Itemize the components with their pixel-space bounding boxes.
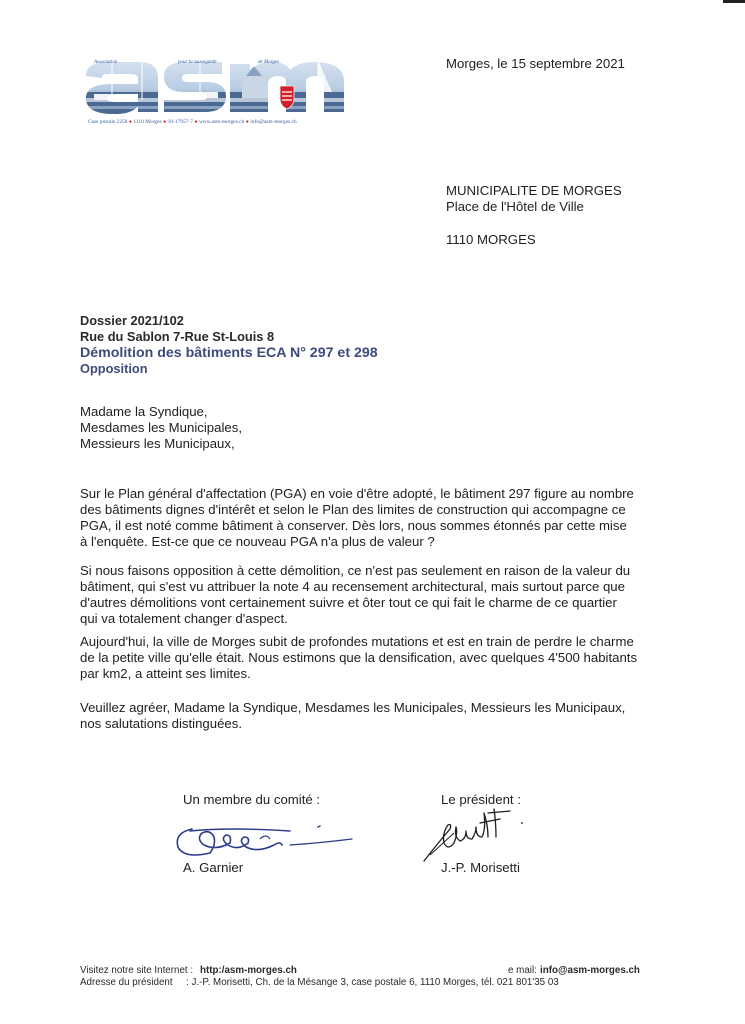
footer-email-label: e mail: [508,965,537,976]
paragraph-line: Sur le Plan général d'affectation (PGA) en voie d'être adopté, le bâtiment 297 figure au nombre [80,486,634,501]
morisetti-signature [418,803,528,865]
president-name: J.-P. Morisetti [441,860,520,875]
paragraph-line: Veuillez agréer, Madame la Syndique, Mesdames les Municipales, Messieurs les Municipaux, [80,700,626,715]
logo-contact-case: Case postale 2258 [88,119,128,125]
recipient-line-2: Place de l'Hôtel de Ville [446,199,584,214]
garnier-signature [170,815,360,865]
greeting-line-3: Messieurs les Municipaux, [80,436,235,451]
separator-dot-icon: ● [163,119,167,125]
greeting-line-2: Mesdames les Municipales, [80,420,242,435]
logo-taglines [82,60,350,70]
member-signature-label: Un membre du comité : [183,792,321,807]
logo-tagline-left: Association [94,60,118,65]
footer-site-url[interactable]: http:/asm-morges.ch [200,965,297,976]
paragraph-line: des bâtiments dignes d'intérêt et selon le Plan des limites de construction qui accompagne ce [80,502,626,517]
subject-title: Démolition des bâtiments ECA N° 297 et 298 [80,345,378,361]
letter-date: Morges, le 15 septembre 2021 [446,56,625,71]
subject-type: Opposition [80,361,148,376]
scan-edge-mark [723,0,745,3]
paragraph-line: par km2, a atteint ses limites. [80,666,251,681]
paragraph-line: Si nous faisons opposition à cette démolition, ce n'est pas seulement en raison de la valeur du [80,563,631,578]
president-signature-label: Le président : [441,792,521,807]
paragraph-line: qui va totalement changer d'aspect. [80,611,288,626]
paragraph-line: d'autres démolitions vont certainement suivre et ôter tout ce qui fait le charme de ce quartier [80,595,617,610]
logo-tagline-right: de Morges [258,60,280,65]
member-name: A. Garnier [183,860,244,875]
recipient-line-3: 1110 MORGES [446,232,536,247]
greeting-line-1: Madame la Syndique, [80,404,208,419]
body-paragraph-3 [80,634,665,682]
logo-contact-city: 1110 Morges [133,119,162,125]
subject-dossier: Dossier 2021/102 [80,313,184,328]
closing-paragraph [80,700,665,732]
body-paragraph-1 [80,486,665,550]
logo-contact-email: info@asm-morges.ch [250,119,297,125]
logo-contact-strip [88,119,350,125]
recipient-line-1: MUNICIPALITE DE MORGES [446,183,622,198]
separator-dot-icon: ● [194,119,198,125]
paragraph-line: bâtiment, qui s'est vu attribuer la note 4 au recensement architectural, mais surtout parce que [80,579,625,594]
paragraph-line: nos salutations distinguées. [80,716,243,731]
paragraph-line: PGA, il est noté comme bâtiment à conserver. Dès lors, nous sommes étonnés par cette mise [80,518,627,533]
footer-president-address: : J.-P. Morisetti, Ch. de la Mésange 3, case postale 6, 1110 Morges, tél. 021 801'35 03 [186,977,559,988]
logo-tagline-mid: pour la sauvegarde [178,60,217,65]
footer-president-label: Adresse du président [80,977,173,988]
body-paragraph-2 [80,563,665,627]
paragraph-line: de la petite ville qu'elle était. Nous estimons que la densification, avec quelques 4'500 habitants [80,650,638,665]
logo-contact-web: www.asm-morges.ch [198,119,245,125]
footer-site-label: Visitez notre site Internet : [80,965,194,976]
footer-email[interactable]: info@asm-morges.ch [540,965,640,976]
logo-contact-ccp: 10-17957-7 [167,119,193,125]
separator-dot-icon: ● [128,119,133,125]
paragraph-line: Aujourd'hui, la ville de Morges subit de profondes mutations et est en train de perdre le charme [80,634,634,649]
subject-address: Rue du Sablon 7-Rue St-Louis 8 [80,329,275,344]
asm-logo [82,52,350,132]
paragraph-line: à l'enquête. Est-ce que ce nouveau PGA n'a plus de valeur ? [80,534,435,549]
separator-dot-icon: ● [245,119,249,125]
